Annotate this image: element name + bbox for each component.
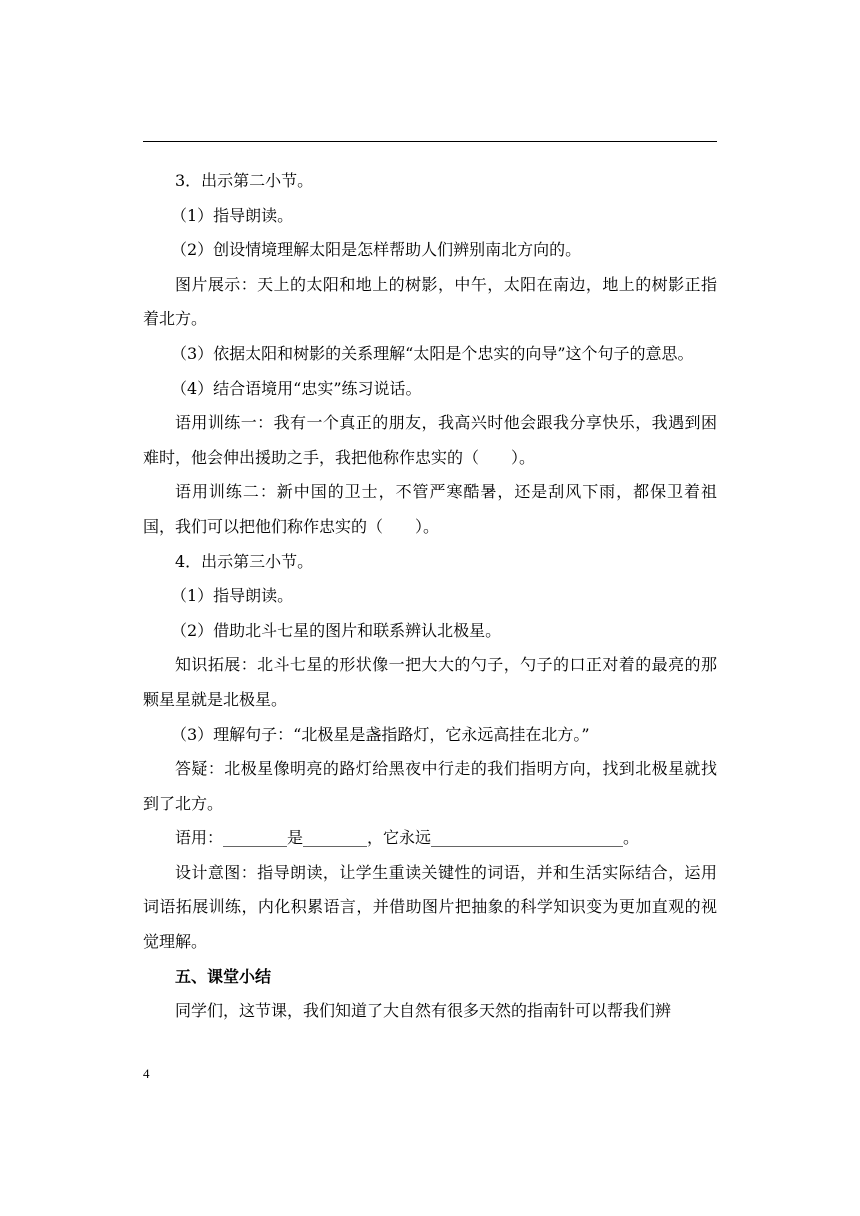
paragraph: （2）创设情境理解太阳是怎样帮助人们辨别南北方向的。 — [171, 240, 582, 260]
paragraph: （1）指导朗读。 — [171, 205, 294, 225]
paragraph: （4）结合语境用“忠实”练习说话。 — [171, 378, 422, 398]
document-body — [143, 164, 717, 1029]
header-rule — [143, 141, 717, 142]
paragraph: 语用：________是________，它永远________________________。 — [175, 828, 640, 848]
page-number: 4 — [143, 1066, 150, 1081]
section-heading: 五、课堂小结 — [175, 966, 272, 986]
paragraph: 图片展示：天上的太阳和地上的树影，中午，太阳在南边，地上的树影正指着北方。 — [143, 274, 717, 329]
paragraph: 答疑：北极星像明亮的路灯给黑夜中行走的我们指明方向，找到北极星就找到了北方。 — [143, 759, 717, 813]
paragraph: 3．出示第二小节。 — [175, 171, 314, 190]
paragraph: （1）指导朗读。 — [171, 586, 294, 606]
paragraph: 语用训练二：新中国的卫士，不管严寒酷暑，还是刮风下雨，都保卫着祖国，我们可以把他们称作忠实的（ ）。 — [143, 482, 717, 536]
paragraph: （3）理解句子：“北极星是盏指路灯，它永远高挂在北方。” — [171, 724, 590, 744]
paragraph: （2）借助北斗七星的图片和联系辨认北极星。 — [171, 620, 502, 640]
paragraph: 知识拓展：北斗七星的形状像一把大大的勺子，勺子的口正对着的最亮的那颗星星就是北极星。 — [143, 655, 717, 709]
paragraph: 语用训练一：我有一个真正的朋友，我高兴时他会跟我分享快乐，我遇到困难时，他会伸出援助之手，我把他称作忠实的（ ）。 — [143, 413, 717, 467]
paragraph: （3）依据太阳和树影的关系理解“太阳是个忠实的向导”这个句子的意思。 — [171, 343, 694, 363]
paragraph: 4．出示第三小节。 — [175, 551, 314, 571]
paragraph: 设计意图：指导朗读，让学生重读关键性的词语，并和生活实际结合，运用词语拓展训练，内化积累语言，并借助图片把抽象的科学知识变为更加直观的视觉理解。 — [143, 862, 717, 952]
paragraph: 同学们，这节课，我们知道了大自然有很多天然的指南针可以帮我们辨 — [175, 1001, 672, 1021]
